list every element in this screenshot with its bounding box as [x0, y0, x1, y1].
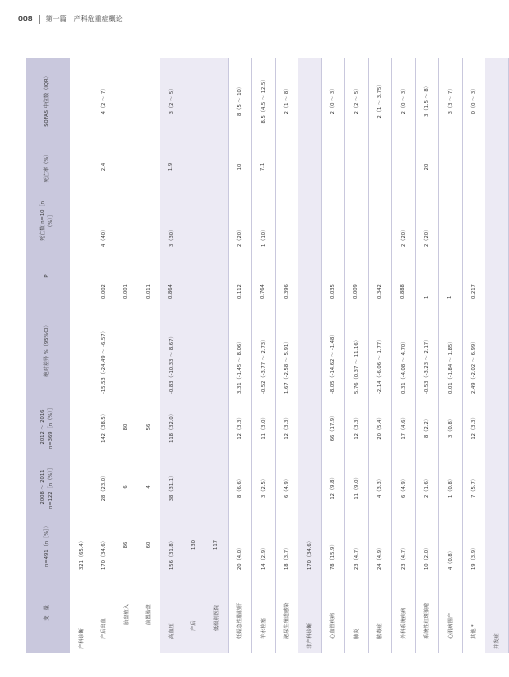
table-cell: 3（30）	[160, 192, 183, 250]
table-cell: 2（2 ～ 5）	[345, 58, 369, 142]
table-cell: 2（1 ～ 3.75）	[368, 58, 392, 142]
table-cell: 0.888	[392, 250, 416, 302]
table-cell: 142（38.5）	[101, 411, 108, 443]
table-cell: -8.05（-14.62 ～ -1.48）	[321, 302, 345, 397]
table-cell: 0.217	[462, 250, 485, 302]
table-cell: 1	[415, 250, 439, 302]
table-cell: 0.011	[145, 284, 152, 299]
table-cell: 20	[415, 142, 439, 192]
table-cell	[183, 142, 206, 192]
table-cell	[205, 397, 228, 457]
table-cell: 18（3.7）	[275, 517, 298, 573]
table-cell	[138, 142, 161, 192]
table-cell: -0.52（-3.77 ～ 2.73）	[252, 302, 276, 397]
table-cell: 8.5（4.5 ～ 12.5）	[252, 58, 276, 142]
table-cell	[115, 58, 138, 142]
table-cell: 23（4.7）	[392, 517, 416, 573]
table-cell	[485, 397, 508, 457]
table-cell	[298, 58, 321, 142]
table-cell	[345, 142, 369, 192]
table-cell: 产后出血	[101, 618, 108, 639]
table-cell	[485, 302, 508, 397]
table-cell: 1（0.8）	[439, 457, 463, 517]
table-cell: 170（34.6）	[101, 538, 108, 570]
table-cell	[183, 457, 206, 517]
table-cell	[183, 58, 206, 142]
table-cell: 1.9	[160, 142, 183, 192]
table-cell	[70, 142, 93, 192]
table-cell: 非产科诊断	[298, 573, 321, 653]
table-cell: 前置胎盘	[146, 604, 153, 625]
table-cell: 321（65.4）	[78, 538, 85, 570]
table-cell	[70, 457, 93, 517]
table-cell	[115, 192, 138, 250]
table-cell: 11（9.0）	[345, 457, 369, 517]
table-row	[462, 58, 485, 653]
table-cell: 3.31（-1.45 ～ 8.06）	[228, 302, 252, 397]
table-cell	[183, 302, 206, 397]
table-cell	[485, 192, 508, 250]
table-cell: 12（9.8）	[321, 457, 345, 517]
table-cell: 2（20）	[228, 192, 252, 250]
table-cell: 1（10）	[252, 192, 276, 250]
col-header-sofas: SOFAS 中位数（IQR）	[26, 58, 70, 142]
table-cell: 8（2.2）	[415, 397, 439, 457]
table-cell: 7.1	[252, 142, 276, 192]
table-cell	[298, 457, 321, 517]
table-cell: 66（17.9）	[321, 397, 345, 457]
table-cell: 24（4.9）	[368, 517, 392, 573]
table-cell: 10	[228, 142, 252, 192]
table-cell: 2（1.6）	[415, 457, 439, 517]
table-row	[415, 58, 439, 653]
page-number: 008	[18, 15, 33, 23]
table-cell: 0.035	[321, 250, 345, 302]
col-header-mortality: 死亡率（%）	[26, 142, 70, 192]
table-row	[252, 58, 276, 653]
table-cell	[205, 142, 228, 192]
table-cell	[275, 142, 298, 192]
header-row	[26, 58, 70, 653]
table-cell: 0.112	[228, 250, 252, 302]
table-cell: 19（3.9）	[462, 517, 485, 573]
table-cell: 1.67（-2.58 ～ 5.91）	[275, 302, 298, 397]
table-cell	[205, 457, 228, 517]
table-cell	[183, 397, 206, 457]
table-cell	[392, 142, 416, 192]
table-cell	[115, 142, 138, 192]
table-cell	[298, 302, 321, 397]
col-header-abs-diff: 绝对差异 %（95%CI）	[26, 302, 70, 397]
rotated-table-block	[26, 58, 500, 653]
table-cell	[439, 142, 463, 192]
table-row	[485, 58, 508, 653]
table-cell: 3（0.8）	[439, 397, 463, 457]
table-cell: 肺炎	[345, 573, 369, 653]
chapter-title: 第一篇 产科危重症概论	[45, 15, 123, 23]
table-cell: 0.01（-1.84 ～ 1.85）	[439, 302, 463, 397]
table-cell: 4	[145, 485, 152, 489]
table-cell: 12（3.3）	[345, 397, 369, 457]
table-cell	[70, 397, 93, 457]
table-cell: 0.31（-4.08 ～ 4.70）	[392, 302, 416, 397]
table-cell: 3（1.5 ～ 8）	[415, 58, 439, 142]
table-row	[183, 58, 206, 653]
table-cell: 妊娠急性脂肪肝	[228, 573, 252, 653]
table-cell: 12（3.3）	[462, 397, 485, 457]
table-cell	[183, 192, 206, 250]
table-cell: 低级别医院	[205, 573, 228, 653]
table-cell: 78（15.9）	[321, 517, 345, 573]
table-cell: 0.764	[252, 250, 276, 302]
table-cell: 3（2.5）	[252, 457, 276, 517]
table-cell: 8（6.6）	[228, 457, 252, 517]
table-cell: 泌尿生殖道感染	[275, 573, 298, 653]
table-cell: 117	[205, 517, 228, 573]
table-row	[93, 58, 116, 653]
table-cell: 11（3.0）	[252, 397, 276, 457]
col-header-variable: 变 量	[26, 573, 70, 653]
col-header-2008-2011: 2008 ～ 2011 n=122［n（%）］	[26, 457, 70, 517]
table-cell: 6（4.9）	[275, 457, 298, 517]
table-cell: 6（4.9）	[392, 457, 416, 517]
table-cell	[183, 250, 206, 302]
table-row	[228, 58, 252, 653]
table-cell	[138, 302, 161, 397]
table-cell: 产后	[183, 573, 206, 653]
table-cell: 130	[183, 517, 206, 573]
table-cell	[70, 58, 93, 142]
table-cell	[321, 142, 345, 192]
table-cell	[298, 397, 321, 457]
table-cell: 2（20）	[392, 192, 416, 250]
table-row	[345, 58, 369, 653]
table-cell	[485, 58, 508, 142]
table-row	[115, 58, 138, 653]
col-header-p: P	[26, 250, 70, 302]
table-cell	[138, 58, 161, 142]
table-cell: -0.53（-3.23 ～ 2.17）	[415, 302, 439, 397]
table-cell: 0（0 ～ 3）	[462, 58, 485, 142]
table-cell: 86	[123, 541, 130, 549]
table-cell	[205, 58, 228, 142]
table-cell: 38（31.1）	[160, 457, 183, 517]
table-cell: 2（0 ～ 3）	[321, 58, 345, 142]
table-cell: 2.4	[100, 162, 107, 172]
table-row	[205, 58, 228, 653]
table-cell: 1	[439, 250, 463, 302]
table-cell: 28（23.0）	[101, 472, 108, 502]
table-cell: 脓毒症	[368, 573, 392, 653]
table-cell	[485, 517, 508, 573]
table-cell: 0.001	[123, 284, 130, 299]
table-cell: 7（5.7）	[462, 457, 485, 517]
table-cell: -0.83（-10.33 ～ 8.67）	[160, 302, 183, 397]
table-cell	[298, 250, 321, 302]
table-row	[392, 58, 416, 653]
table-cell: 80	[123, 423, 130, 431]
table-cell	[298, 192, 321, 250]
table-cell: 14（2.9）	[252, 517, 276, 573]
table-cell	[275, 192, 298, 250]
table-row	[298, 58, 321, 653]
table-cell: 3（2 ～ 5）	[160, 58, 183, 142]
table-cell	[368, 192, 392, 250]
table-cell: 56	[145, 423, 152, 431]
table-cell	[298, 142, 321, 192]
table-cell	[462, 192, 485, 250]
col-header-total: n=491（n［%］）	[26, 517, 70, 573]
table-cell: 156（31.8）	[160, 517, 183, 573]
col-header-2012-2016: 2012 ～ 2016 n=369［n（%）］	[26, 397, 70, 457]
table-cell: 高血压	[160, 573, 183, 653]
table-row	[321, 58, 345, 653]
table-cell	[205, 250, 228, 302]
table-row	[70, 58, 93, 653]
table-cell	[485, 250, 508, 302]
table-cell	[70, 250, 93, 302]
table-cell: 0.864	[160, 250, 183, 302]
table-cell: 170（34.6）	[298, 517, 321, 573]
table-cell: 17（4.6）	[392, 397, 416, 457]
table-cell: 系统性红斑狼疮	[415, 573, 439, 653]
table-cell: 2.49（-2.02 ～ 6.99）	[462, 302, 485, 397]
table-cell: 12（3.3）	[275, 397, 298, 457]
table-row	[368, 58, 392, 653]
table-cell: 其他 *	[462, 573, 485, 653]
table-cell: 4（2 ～ 7）	[101, 85, 108, 115]
table-cell: 4（3.3）	[368, 457, 392, 517]
table-cell	[205, 302, 228, 397]
table-cell: 0.396	[275, 250, 298, 302]
diagnosis-table	[26, 58, 509, 653]
table-cell	[368, 142, 392, 192]
table-cell: 2（20）	[415, 192, 439, 250]
table-cell: 3（3 ～ 7）	[439, 58, 463, 142]
header-divider	[39, 15, 40, 24]
table-cell	[70, 302, 93, 397]
table-cell: 20（4.0）	[228, 517, 252, 573]
table-cell: 并发症	[485, 573, 508, 653]
table-cell	[345, 192, 369, 250]
table-cell: 产科诊断	[78, 628, 85, 649]
table-cell: 2（1 ～ 8）	[275, 58, 298, 142]
table-cell: -2.14（-6.06 ～ 1.77）	[368, 302, 392, 397]
table-cell	[138, 192, 161, 250]
table-cell	[70, 192, 93, 250]
table-cell: 118（32.0）	[160, 397, 183, 457]
table-cell: 胎盘植入	[123, 604, 130, 625]
table-row	[160, 58, 183, 653]
table-cell: 60	[145, 541, 152, 549]
running-header	[18, 14, 123, 24]
table-cell: 6	[123, 485, 130, 489]
table-cell: 8（5 ～ 10）	[228, 58, 252, 142]
table-cell: 0.009	[345, 250, 369, 302]
table-cell	[205, 192, 228, 250]
table-cell	[321, 192, 345, 250]
table-cell	[485, 142, 508, 192]
table-row	[439, 58, 463, 653]
table-cell: 心血管疾病	[321, 573, 345, 653]
table-row	[138, 58, 161, 653]
table-cell: 12（3.3）	[228, 397, 252, 457]
table-cell: 羊水栓塞	[252, 573, 276, 653]
table-cell	[115, 302, 138, 397]
table-cell: 20（5.4）	[368, 397, 392, 457]
table-row	[275, 58, 298, 653]
table-cell	[439, 192, 463, 250]
table-cell: 4（40）	[101, 226, 108, 247]
table-cell: 23（4.7）	[345, 517, 369, 573]
table-cell: -15.53（-24.49 ～ -6.57）	[101, 328, 108, 394]
table-cell: 5.76（0.37 ～ 11.16）	[345, 302, 369, 397]
table-cell: 10（2.0）	[415, 517, 439, 573]
table-cell: 外科系统疾病	[392, 573, 416, 653]
table-cell: 4（0.8）	[439, 517, 463, 573]
table-cell: 0.342	[368, 250, 392, 302]
table-cell	[462, 142, 485, 192]
table-cell: 0.002	[100, 284, 107, 299]
table-cell: 心肌病围产	[439, 573, 463, 653]
table-cell: 2（0 ～ 3）	[392, 58, 416, 142]
table-cell	[485, 457, 508, 517]
col-header-deaths: 死亡数 n=10［n（%）］	[26, 192, 70, 250]
